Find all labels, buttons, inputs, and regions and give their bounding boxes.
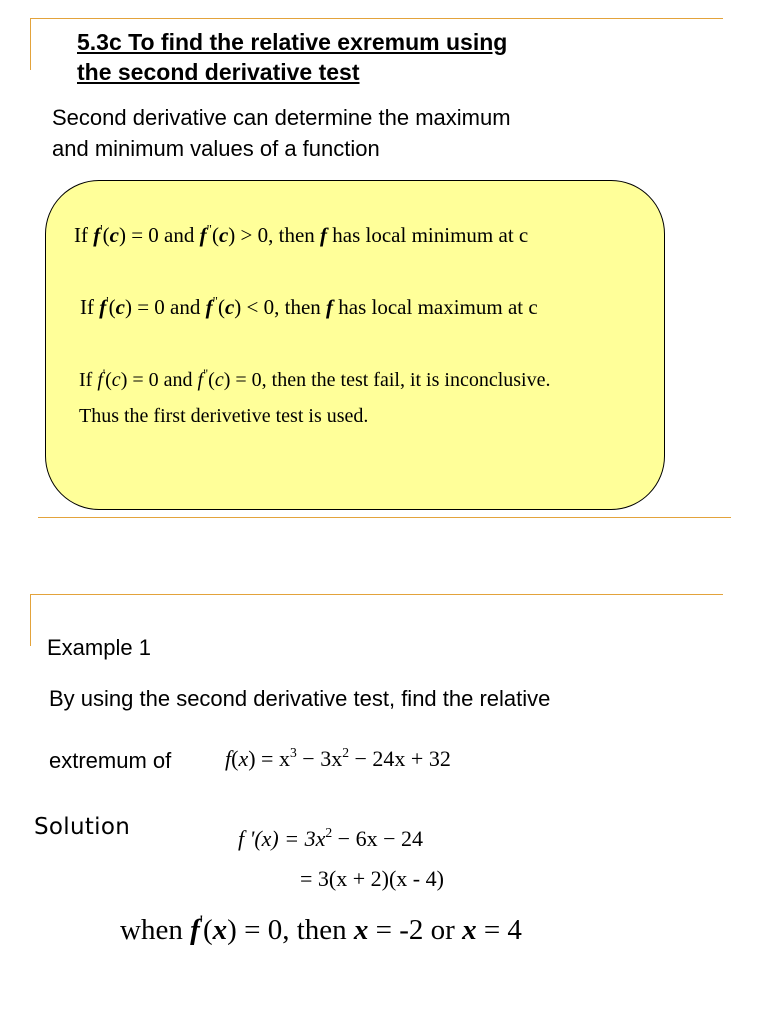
intro-text — [52, 102, 511, 164]
solution-label: Solution — [34, 814, 131, 840]
function-expression: $f(x) = x^3 - 3x^2 - 24x + 32$ — [225, 745, 451, 771]
title-line-2: the second derivative test — [77, 59, 360, 85]
rule-local-minimum: If f'(c) = 0 and f"(c) > 0, then f has local minimum at c — [74, 221, 529, 247]
intro-line-1: Second derivative can determine the maximum — [52, 105, 511, 130]
title-line-1: 5.3c To find the relative exremum using — [77, 29, 508, 55]
rule-inconclusive: If f'(c) = 0 and f"(c) = 0, then the test fail, it is inconclusive. — [79, 366, 551, 391]
rule-local-maximum: If f'(c) = 0 and f"(c) < 0, then f has local maximum at c — [80, 293, 538, 319]
left-rule — [30, 594, 31, 646]
intro-line-2: and minimum values of a function — [52, 136, 380, 161]
prompt-line-1: By using the second derivative test, find the relative — [49, 686, 551, 711]
critical-points-conclusion: when f'(x) = 0, then x = -2 or x = 4 — [120, 911, 522, 946]
test-rules-box — [45, 180, 665, 510]
slide-2 — [0, 512, 768, 1024]
prompt-line-2: extremum of — [49, 748, 172, 773]
rule-inconclusive-line-2: Thus the first derivetive test is used. — [79, 405, 369, 427]
example-label: Example 1 — [47, 635, 151, 660]
left-rule — [30, 18, 31, 70]
factored-expression: = 3(x + 2)(x - 4) — [300, 866, 444, 891]
slide-title — [77, 27, 637, 87]
derivative-expression: f '$(x) = 3x^2 - 6x - 24$ — [238, 825, 423, 851]
top-rule — [30, 18, 723, 19]
top-rule — [30, 594, 723, 595]
